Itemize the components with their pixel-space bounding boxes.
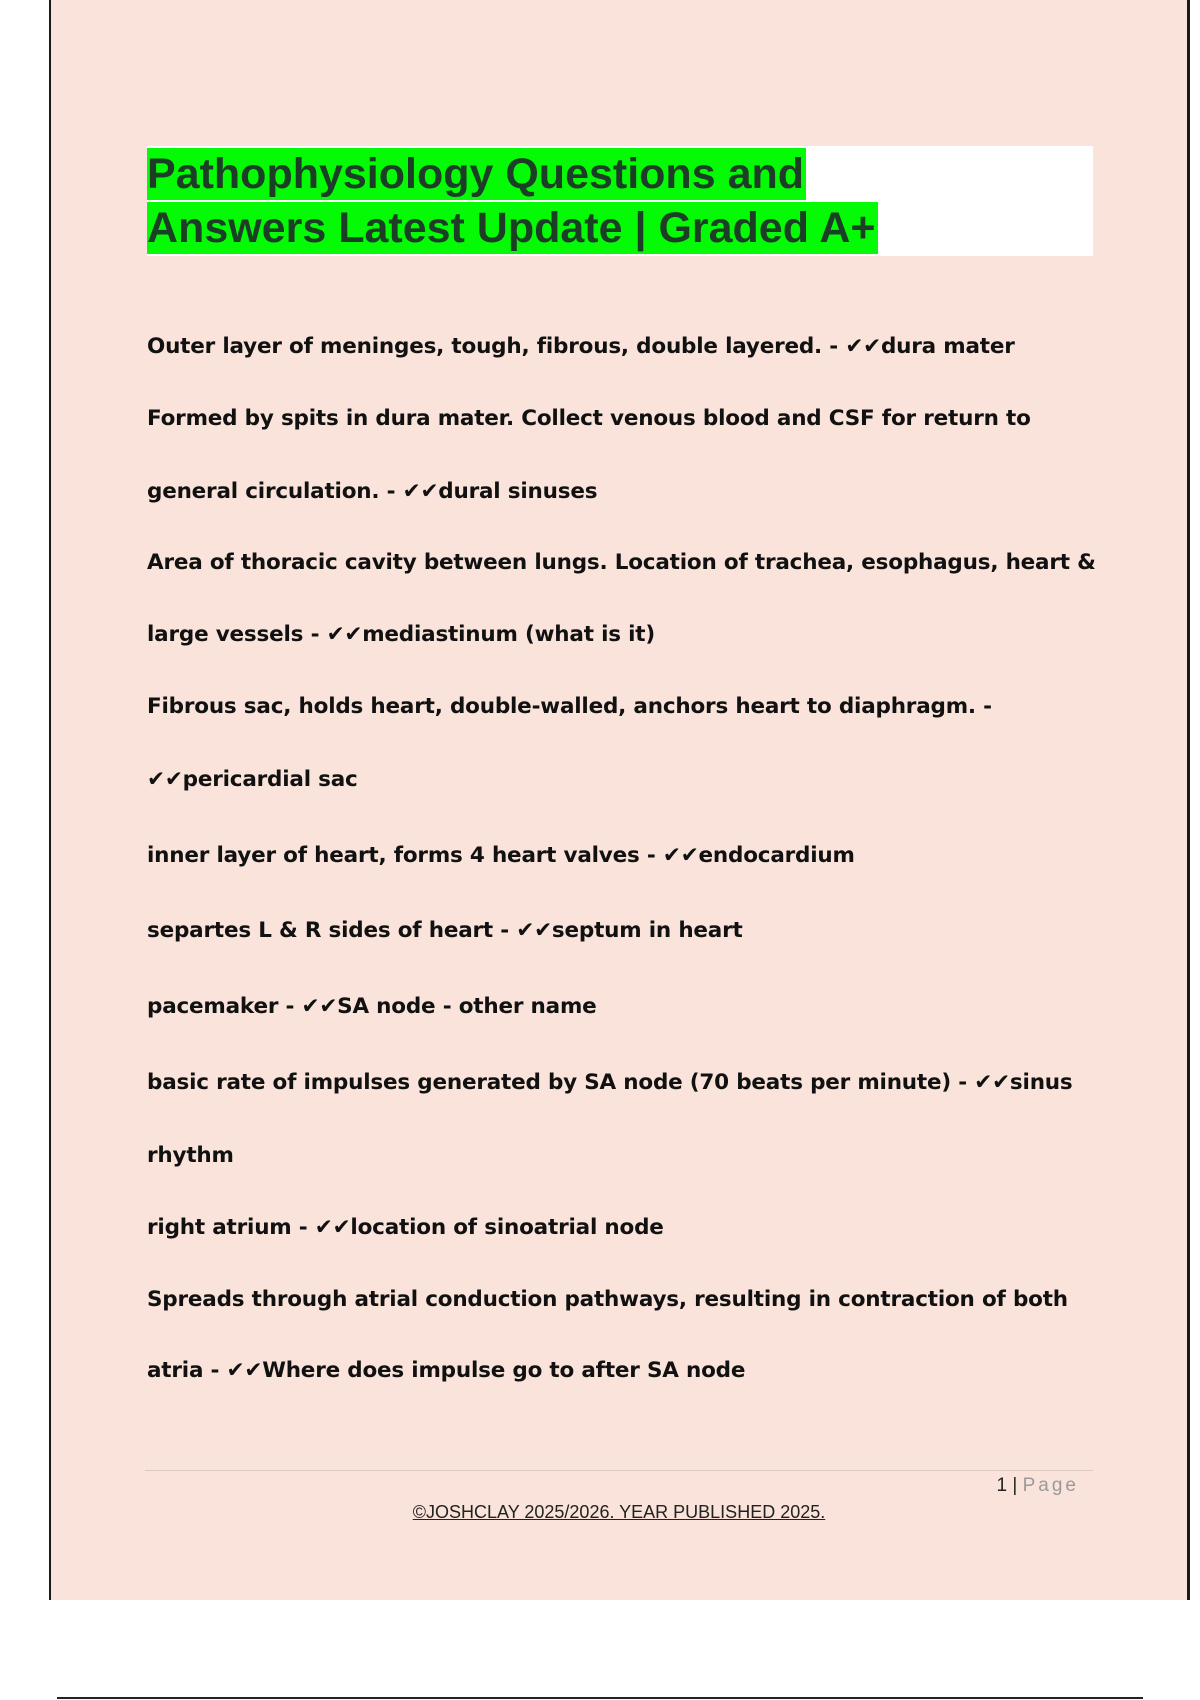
copyright-notice: ©JOSHCLAY 2025/2026. YEAR PUBLISHED 2025. — [412, 1502, 826, 1522]
title-block — [147, 146, 1093, 256]
qa-line: Formed by spits in dura mater. Collect venous blood and CSF for return to — [147, 406, 1031, 431]
qa-line: large vessels - ✔✔mediastinum (what is it) — [147, 622, 655, 647]
qa-line: Spreads through atrial conduction pathways, resulting in contraction of both — [147, 1287, 1068, 1312]
page-word: Page — [1022, 1475, 1079, 1496]
qa-line: atria - ✔✔Where does impulse go to after SA node — [147, 1358, 746, 1383]
document-title-line-1: Pathophysiology Questions and — [147, 150, 805, 198]
qa-line: inner layer of heart, forms 4 heart valves - ✔✔endocardium — [147, 843, 855, 868]
qa-line: basic rate of impulses generated by SA node (70 beats per minute) - ✔✔sinus — [147, 1070, 1073, 1095]
qa-line: Area of thoracic cavity between lungs. Location of trachea, esophagus, heart & — [147, 550, 1096, 575]
page-number-value: 1 — [996, 1475, 1008, 1496]
document-page — [49, 0, 1190, 1600]
page-number — [997, 1475, 1079, 1497]
qa-line: general circulation. - ✔✔dural sinuses — [147, 479, 598, 504]
qa-line: separtes L & R sides of heart - ✔✔septum in heart — [147, 918, 743, 943]
page-number-separator: | — [1012, 1475, 1018, 1496]
document-title-line-2: Answers Latest Update | Graded A+ — [147, 204, 876, 252]
footer-divider — [145, 1470, 1093, 1471]
qa-line: ✔✔pericardial sac — [147, 767, 358, 792]
qa-line: rhythm — [147, 1143, 234, 1168]
qa-line: Outer layer of meninges, tough, fibrous, double layered. - ✔✔dura mater — [147, 334, 1015, 359]
qa-line: right atrium - ✔✔location of sinoatrial node — [147, 1215, 664, 1240]
bottom-divider — [57, 1697, 1143, 1699]
qa-line: Fibrous sac, holds heart, double-walled, anchors heart to diaphragm. - — [147, 694, 992, 719]
qa-line: pacemaker - ✔✔SA node - other name — [147, 994, 597, 1019]
